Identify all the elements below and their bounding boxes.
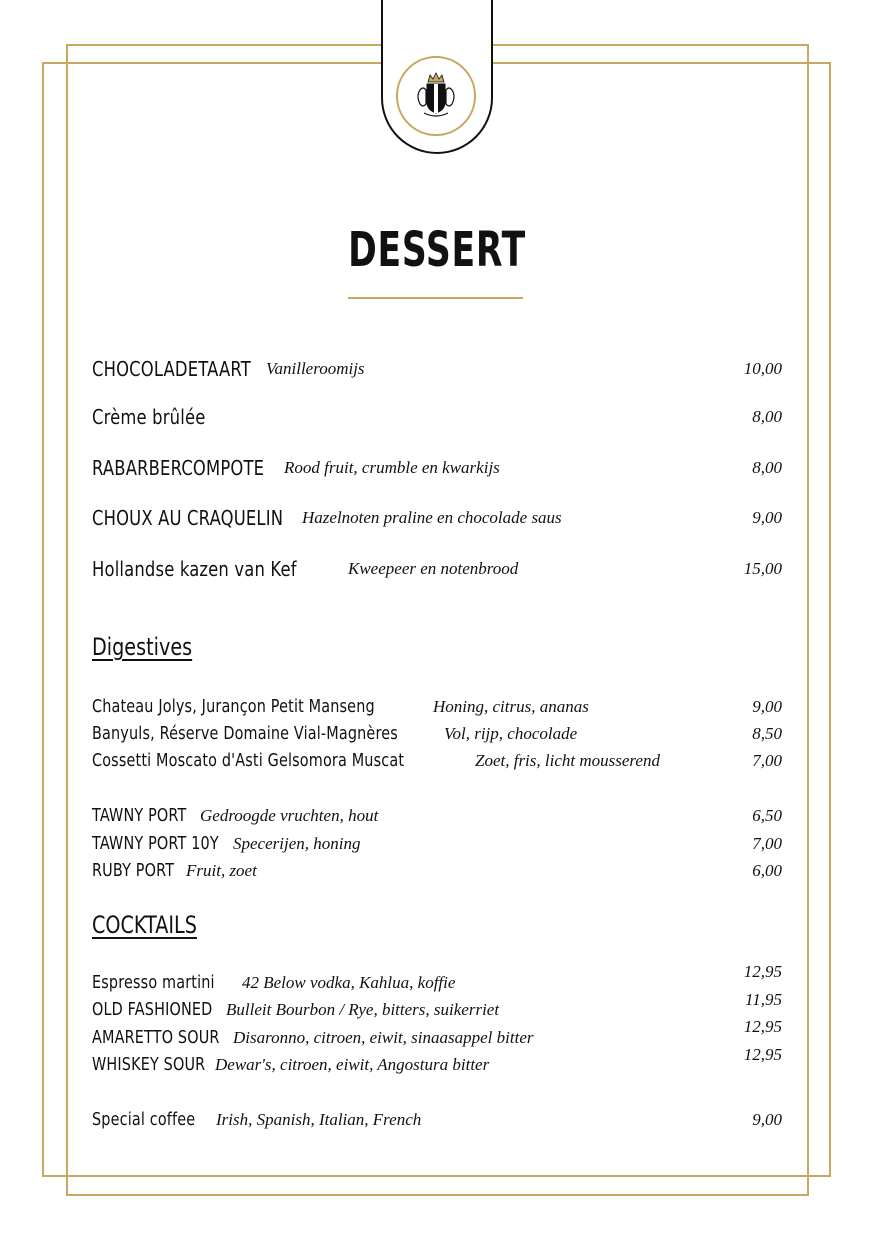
menu-item: [92, 860, 782, 881]
item-description: Irish, Spanish, Italian, French: [216, 1110, 422, 1129]
item-price: 11,95: [745, 990, 782, 1009]
section-title-digestives: Digestives: [92, 633, 193, 661]
item-price: 7,00: [752, 751, 782, 770]
section-title-cocktails: COCKTAILS: [92, 911, 197, 939]
item-description: Vol, rijp, chocolade: [444, 724, 578, 743]
item-price: 9,00: [752, 1110, 782, 1129]
svg-text:✕: ✕: [433, 102, 439, 109]
inner-frame: [66, 44, 809, 1196]
item-description: Honing, citrus, ananas: [433, 697, 589, 716]
item-description: Hazelnoten praline en chocolade saus: [302, 508, 562, 527]
menu-item: [92, 723, 782, 744]
item-name: Banyuls, Réserve Domaine Vial-Magnères: [92, 723, 398, 744]
menu-item: [92, 696, 782, 717]
title-divider: [348, 297, 523, 299]
item-name: TAWNY PORT: [92, 805, 187, 826]
menu-item: [92, 456, 782, 480]
item-price: 10,00: [743, 359, 782, 378]
item-name: Special coffee: [92, 1109, 196, 1130]
menu-item: [92, 557, 782, 581]
item-price: 12,95: [743, 1045, 782, 1064]
item-description: Gedroogde vruchten, hout: [200, 806, 379, 825]
item-description: Kweepeer en notenbrood: [348, 559, 519, 578]
amsterdam-crest-icon: [396, 56, 476, 136]
menu-item: [92, 999, 782, 1020]
menu-item: [92, 1109, 782, 1130]
menu-item: [92, 1054, 782, 1075]
item-description: Fruit, zoet: [186, 861, 257, 880]
menu-item: [92, 1027, 782, 1048]
item-description: Dewar's, citroen, eiwit, Angostura bitter: [215, 1055, 490, 1074]
menu-item: [92, 357, 782, 381]
item-name: OLD FASHIONED: [92, 999, 213, 1020]
item-description: Rood fruit, crumble en kwarkijs: [284, 458, 500, 477]
item-description: Bulleit Bourbon / Rye, bitters, suikerriet: [226, 1000, 500, 1019]
menu-item: [92, 506, 782, 530]
item-price: 6,50: [752, 806, 782, 825]
item-price: 9,00: [752, 697, 782, 716]
item-price: 12,95: [743, 1017, 782, 1036]
menu-item: [92, 805, 782, 826]
item-description: Zoet, fris, licht mousserend: [475, 751, 660, 770]
item-name: RUBY PORT: [92, 860, 175, 881]
item-name: Cossetti Moscato d'Asti Gelsomora Muscat: [92, 750, 405, 771]
item-name: TAWNY PORT 10Y: [92, 833, 219, 854]
item-name: AMARETTO SOUR: [92, 1027, 220, 1048]
item-description: Specerijen, honing: [233, 834, 361, 853]
item-description: Disaronno, citroen, eiwit, sinaasappel bitter: [233, 1028, 534, 1047]
item-price: 15,00: [743, 559, 782, 578]
item-name: CHOCOLADETAART: [92, 357, 251, 381]
item-description: 42 Below vodka, Kahlua, koffie: [242, 973, 456, 992]
item-description: Vanilleroomijs: [266, 359, 365, 378]
svg-text:✕: ✕: [433, 94, 439, 101]
svg-text:✕: ✕: [433, 86, 439, 93]
item-price: 12,95: [743, 962, 782, 981]
item-price: 8,50: [752, 724, 782, 743]
item-name: CHOUX AU CRAQUELIN: [92, 506, 284, 530]
item-name: WHISKEY SOUR: [92, 1054, 206, 1075]
menu-item: [92, 750, 782, 771]
item-price: 9,00: [752, 508, 782, 527]
item-name: Espresso martini: [92, 972, 215, 993]
page-title: DESSERT: [348, 222, 526, 278]
item-name: Crème brûlée: [92, 405, 206, 429]
item-name: RABARBERCOMPOTE: [92, 456, 265, 480]
item-name: Hollandse kazen van Kef: [92, 557, 297, 581]
menu-item: [92, 972, 782, 993]
menu-item: [92, 833, 782, 854]
menu-item: [92, 405, 782, 429]
item-price: 8,00: [752, 458, 782, 477]
item-price: 6,00: [752, 861, 782, 880]
item-price: 7,00: [752, 834, 782, 853]
item-price: 8,00: [752, 407, 782, 426]
item-name: Chateau Jolys, Jurançon Petit Manseng: [92, 696, 375, 717]
